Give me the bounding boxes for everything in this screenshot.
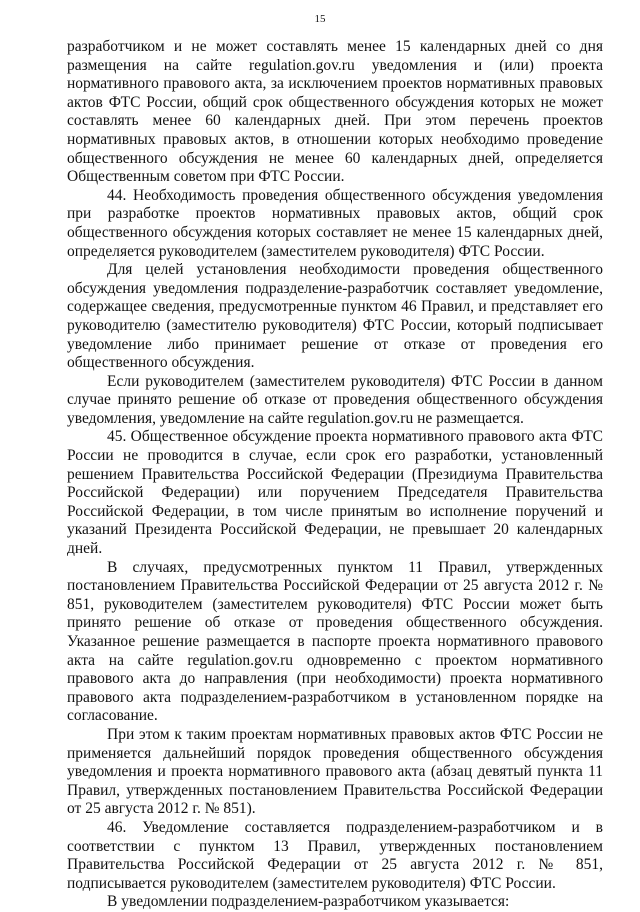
paragraph-item-46: 46. Уведомление составляется подразделением-разработчиком и в соответствии с пунктом 13 Правил, утвержденных постановлением Правительства Российской Федерации от 25 августа 2012 г. № 851, подписывается руководителем (заместителем руководителя) ФТС России. (67, 818, 603, 892)
paragraph-refusal-case: Если руководителем (заместителем руководителя) ФТС России в данном случае принято решение об отказе от проведения общественного обсуждения уведомления, уведомление на сайте regulation.gov.ru не размещается. (67, 372, 603, 427)
paragraph-item-45: 45. Общественное обсуждение проекта нормативного правового акта ФТС России не проводится в случае, если срок его разработки, установленный решением Правительства Российской Федерации (Президиума Правительства Российской Федерации) или поручением Председателя Правительства Российской Федерации, в том числе принятым во исполнение поручений и указаний Президента Российской Федерации, не превышает 20 календарных дней. (67, 428, 603, 558)
paragraph-further-procedure: При этом к таким проектам нормативных правовых актов ФТС России не применяется дальнейший порядок проведения общественного обсуждения уведомления и проекта нормативного правового акта (абзац девятый пункта 11 Правил, утвержденных постановлением Правительства Российской Федерации от 25 августа 2012 г. № 851). (67, 725, 603, 818)
paragraph-notification-contents: В уведомлении подразделением-разработчиком указывается: (107, 893, 510, 911)
paragraph-notification-purpose: Для целей установления необходимости проведения общественного обсуждения уведомления подразделение-разработчик составляет уведомление, содержащее сведения, предусмотренные пунктом 46 Правил, и представляет его руководителю (заместителю руководителя) ФТС России, который подписывает уведомление либо принимает решение от отказе от проведения его общественного обсуждения. (67, 261, 603, 372)
paragraph-rule-11-cases: В случаях, предусмотренных пунктом 11 Правил, утвержденных постановлением Правительства Российской Федерации от 25 августа 2012 г. № 851, руководителем (заместителем руководителя) ФТС России может быть принято решение об отказе от проведения общественного обсуждения. Указанное решение размещается в паспорте проекта нормативного правового акта на сайте regulation.gov.ru одновременно с проектом нормативного правового акта до направления (при необходимости) проекта нормативного правового акта подразделением-разработчиком в установленном порядке на согласование. (67, 558, 603, 725)
paragraph-continuation: разработчиком и не может составлять менее 15 календарных дней со дня размещения на сайте regulation.gov.ru уведомления и (или) проекта нормативного правового акта, за исключением проектов нормативных правовых актов ФТС России, общий срок общественного обсуждения которых не может составлять менее 60 календарных дней. При этом перечень проектов нормативных правовых актов, в отношении которых необходимо проведение общественного обсуждения не менее 60 календарных дней, определяется Общественным советом при ФТС России. (67, 38, 603, 186)
paragraph-item-44: 44. Необходимость проведения общественного обсуждения уведомления при разработке проектов нормативных правовых актов, общий срок общественного обсуждения которых составляет не менее 15 календарных дней, определяется руководителем (заместителем руководителя) ФТС России. (67, 186, 603, 260)
document-body (67, 38, 603, 912)
page-number: 15 (314, 13, 326, 25)
